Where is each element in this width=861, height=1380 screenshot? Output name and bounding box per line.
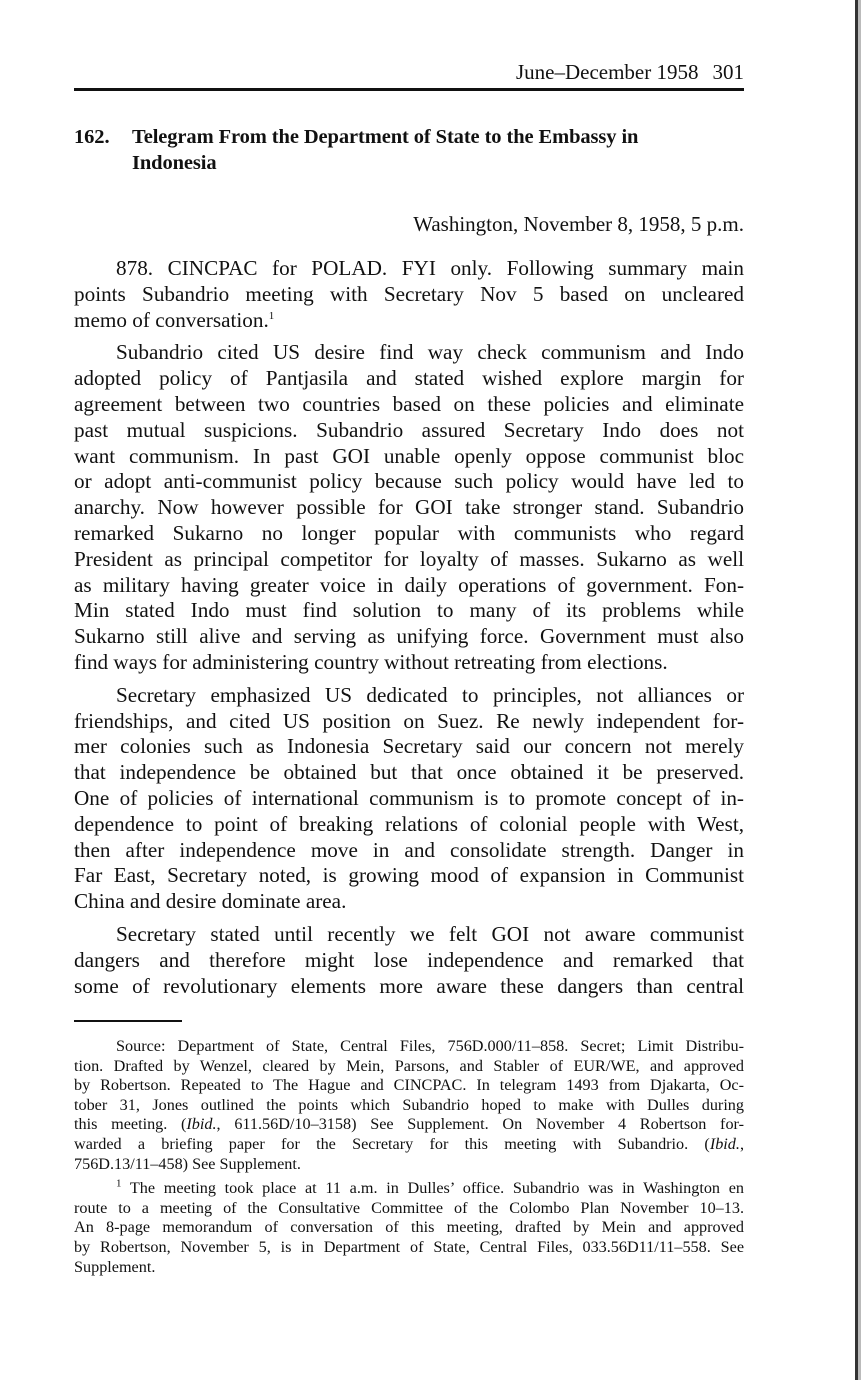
footnotes: [74, 1037, 744, 1282]
text-line: dependence to point of breaking relations of colonial people with West,: [74, 811, 744, 836]
ibid-citation: Ibid.: [709, 1134, 740, 1153]
text-line: points Subandrio meeting with Secretary Nov 5 based on uncleared: [74, 281, 744, 306]
text-line: Subandrio cited US desire find way check communism and Indo: [116, 340, 744, 365]
paragraph: [74, 922, 744, 999]
footnote-rule: [74, 1020, 182, 1022]
document-number: 162.: [74, 126, 110, 148]
text-line: anarchy. Now however possible for GOI take stronger stand. Subandrio: [74, 495, 744, 520]
text-line: [74, 308, 744, 334]
footnote-1: [74, 1179, 744, 1277]
document-title-line: Telegram From the Department of State to the Embassy in: [132, 126, 639, 148]
footnote-ref[interactable]: 1: [268, 309, 275, 322]
text-line: agreement between two countries based on these policies and eliminate: [74, 391, 744, 416]
footnote-line: [74, 1179, 744, 1199]
text-line: as military having greater voice in daily operations of government. Fon-: [74, 572, 744, 597]
text-line: want communism. In past GOI unable openly oppose communist bloc: [74, 443, 744, 468]
footnote-line: warded a briefing paper for the Secretary for this meeting with Subandrio. (Ibid.,: [74, 1134, 744, 1153]
text-line: One of policies of international communism is to promote concept of in-: [74, 785, 744, 810]
ibid-citation: Ibid.: [186, 1115, 217, 1134]
footnote-line: 756D.13/11–458) See Supplement.: [74, 1154, 301, 1173]
footnote-marker: 1: [116, 1177, 122, 1190]
footnote-line: An 8-page memorandum of conversation of this meeting, drafted by Mein and approved: [74, 1218, 744, 1237]
footnote-line: by Robertson, November 5, is in Department of State, Central Files, 033.56D11/11–558. See: [74, 1237, 744, 1256]
text-line: then after independence move in and consolidate strength. Danger in: [74, 837, 744, 862]
text-line: China and desire dominate area.: [74, 889, 347, 914]
text-line: adopted policy of Pantjasila and stated wished explore margin for: [74, 366, 744, 391]
text-line: dangers and therefore might lose independence and remarked that: [74, 947, 744, 972]
text-line: find ways for administering country without retreating from elections.: [74, 649, 668, 674]
text-line: Secretary emphasized US dedicated to principles, not alliances or: [116, 682, 744, 707]
footnote-line: this meeting. (Ibid., 611.56D/10–3158) See Supplement. On November 4 Robertson for-: [74, 1115, 744, 1134]
text-line: remarked Sukarno no longer popular with communists who regard: [74, 520, 744, 545]
dateline: Washington, November 8, 1958, 5 p.m.: [413, 212, 744, 236]
footnote-line: Supplement.: [74, 1257, 156, 1276]
text-line: Sukarno still alive and serving as unifying force. Government must also: [74, 624, 744, 649]
footnote-line: tion. Drafted by Wenzel, cleared by Mein, Parsons, and Stabler of EUR/WE, and approved: [74, 1056, 744, 1075]
running-head: [74, 58, 744, 86]
text-line: President as principal competitor for loyalty of masses. Sukarno as well: [74, 546, 744, 571]
text-line: past mutual suspicions. Subandrio assured Secretary Indo does not: [74, 417, 744, 442]
text-line: that independence be obtained but that once obtained it be preserved.: [74, 760, 744, 785]
text-line: or adopt anti-communist policy because such policy would have led to: [74, 469, 744, 494]
footnote-line: Source: Department of State, Central Files, 756D.000/11–858. Secret; Limit Distribu-: [116, 1037, 744, 1055]
page-number: 301: [712, 60, 744, 84]
document-title: [132, 124, 752, 176]
text-line: Far East, Secretary noted, is growing mood of expansion in Communist: [74, 863, 744, 888]
footnote-line-content: The meeting took place at 11 a.m. in Dulles’ office. Subandrio was in Washington en: [129, 1179, 744, 1198]
paragraph: [74, 256, 744, 333]
footnote-line: by Robertson. Repeated to The Hague and CINCPAC. In telegram 1493 from Djakarta, Oc-: [74, 1076, 744, 1095]
footnote-line: tober 31, Jones outlined the points which Subandrio hoped to make with Dulles during: [74, 1095, 744, 1114]
text-line: Min stated Indo must find solution to many of its problems while: [74, 598, 744, 623]
paragraph: [74, 683, 744, 915]
running-head-title: June–December 1958: [515, 60, 699, 84]
footnote-line: route to a meeting of the Consultative Committee of the Colombo Plan November 10–13.: [74, 1198, 744, 1217]
text-line-content: memo of conversation.: [74, 307, 269, 332]
text-line: 878. CINCPAC for POLAD. FYI only. Following summary main: [116, 256, 744, 280]
header-rule: [74, 88, 744, 91]
text-line: Secretary stated until recently we felt GOI not aware communist: [116, 921, 744, 946]
text-line: mer colonies such as Indonesia Secretary said our concern not merely: [74, 734, 744, 759]
telegram-body: [74, 256, 744, 1006]
paragraph: [74, 340, 744, 675]
source-note: [74, 1037, 744, 1174]
text-line: some of revolutionary elements more aware these dangers than central: [74, 973, 744, 998]
text-line: friendships, and cited US position on Suez. Re newly independent for-: [74, 708, 744, 733]
document-title-line: Indonesia: [132, 152, 217, 174]
